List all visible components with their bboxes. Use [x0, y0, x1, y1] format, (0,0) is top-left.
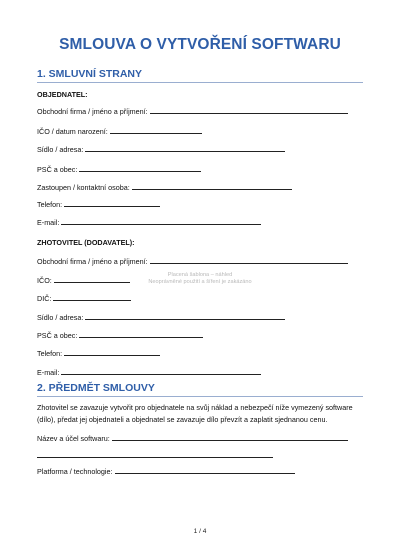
subject-field-software-name: Název a účel softwaru:: [37, 433, 348, 443]
client-field-name: Obchodní firma / jméno a příjmení:: [37, 106, 348, 116]
fill-line[interactable]: [85, 144, 285, 152]
contractor-field-email: E-mail:: [37, 367, 261, 377]
contractor-field-ico: IČO:: [37, 275, 130, 285]
client-field-zip-city: PSČ a obec:: [37, 164, 201, 174]
fill-line[interactable]: [64, 348, 160, 356]
client-field-email: E-mail:: [37, 217, 261, 227]
fill-line[interactable]: [132, 182, 292, 190]
contractor-field-dic: DIČ:: [37, 293, 131, 303]
section-divider: [37, 82, 363, 83]
fill-line[interactable]: [150, 106, 348, 114]
subject-field-platform: Platforma / technologie:: [37, 466, 295, 476]
contractor-field-phone: Telefon:: [37, 348, 160, 358]
fill-line[interactable]: [64, 199, 160, 207]
preview-watermark: Placená šablona – náhled Neoprávněné použití a šíření je zakázáno: [148, 272, 252, 285]
fill-line[interactable]: [150, 256, 348, 264]
subject-paragraph: Zhotovitel se zavazuje vytvořit pro objednatele na svůj náklad a nebezpečí níže vymezený software (dílo), předat jej objednateli a objednatel se zavazuje dílo převzít a zaplatit sjednanou cenu.: [37, 403, 353, 424]
fill-line[interactable]: [79, 164, 201, 172]
client-heading: OBJEDNATEL:: [37, 90, 88, 99]
contractor-heading: ZHOTOVITEL (DODAVATEL):: [37, 238, 135, 247]
client-field-contact: Zastoupen / kontaktní osoba:: [37, 182, 292, 192]
section-heading-parties: 1. SMLUVNÍ STRANY: [37, 68, 143, 80]
section-divider: [37, 396, 363, 397]
contractor-field-zip-city: PSČ a obec:: [37, 330, 203, 340]
fill-line[interactable]: [110, 126, 202, 134]
fill-line[interactable]: [53, 293, 131, 301]
client-field-ico: IČO / datum narození:: [37, 126, 202, 136]
fill-line[interactable]: [61, 367, 261, 375]
contractor-field-name: Obchodní firma / jméno a příjmení:: [37, 256, 348, 266]
page-number: 1 / 4: [193, 528, 207, 535]
fill-line[interactable]: [85, 312, 285, 320]
contractor-field-address: Sídlo / adresa:: [37, 312, 285, 322]
section-heading-subject: 2. PŘEDMĚT SMLOUVY: [37, 382, 155, 394]
fill-line[interactable]: [54, 275, 130, 283]
fill-line[interactable]: [61, 217, 261, 225]
client-field-address: Sídlo / adresa:: [37, 144, 285, 154]
fill-line-continuation[interactable]: [37, 457, 273, 458]
document-title: SMLOUVA O VYTVOŘENÍ SOFTWARU: [59, 36, 341, 53]
client-field-phone: Telefon:: [37, 199, 160, 209]
fill-line[interactable]: [115, 466, 295, 474]
fill-line[interactable]: [112, 433, 348, 441]
fill-line[interactable]: [79, 330, 203, 338]
